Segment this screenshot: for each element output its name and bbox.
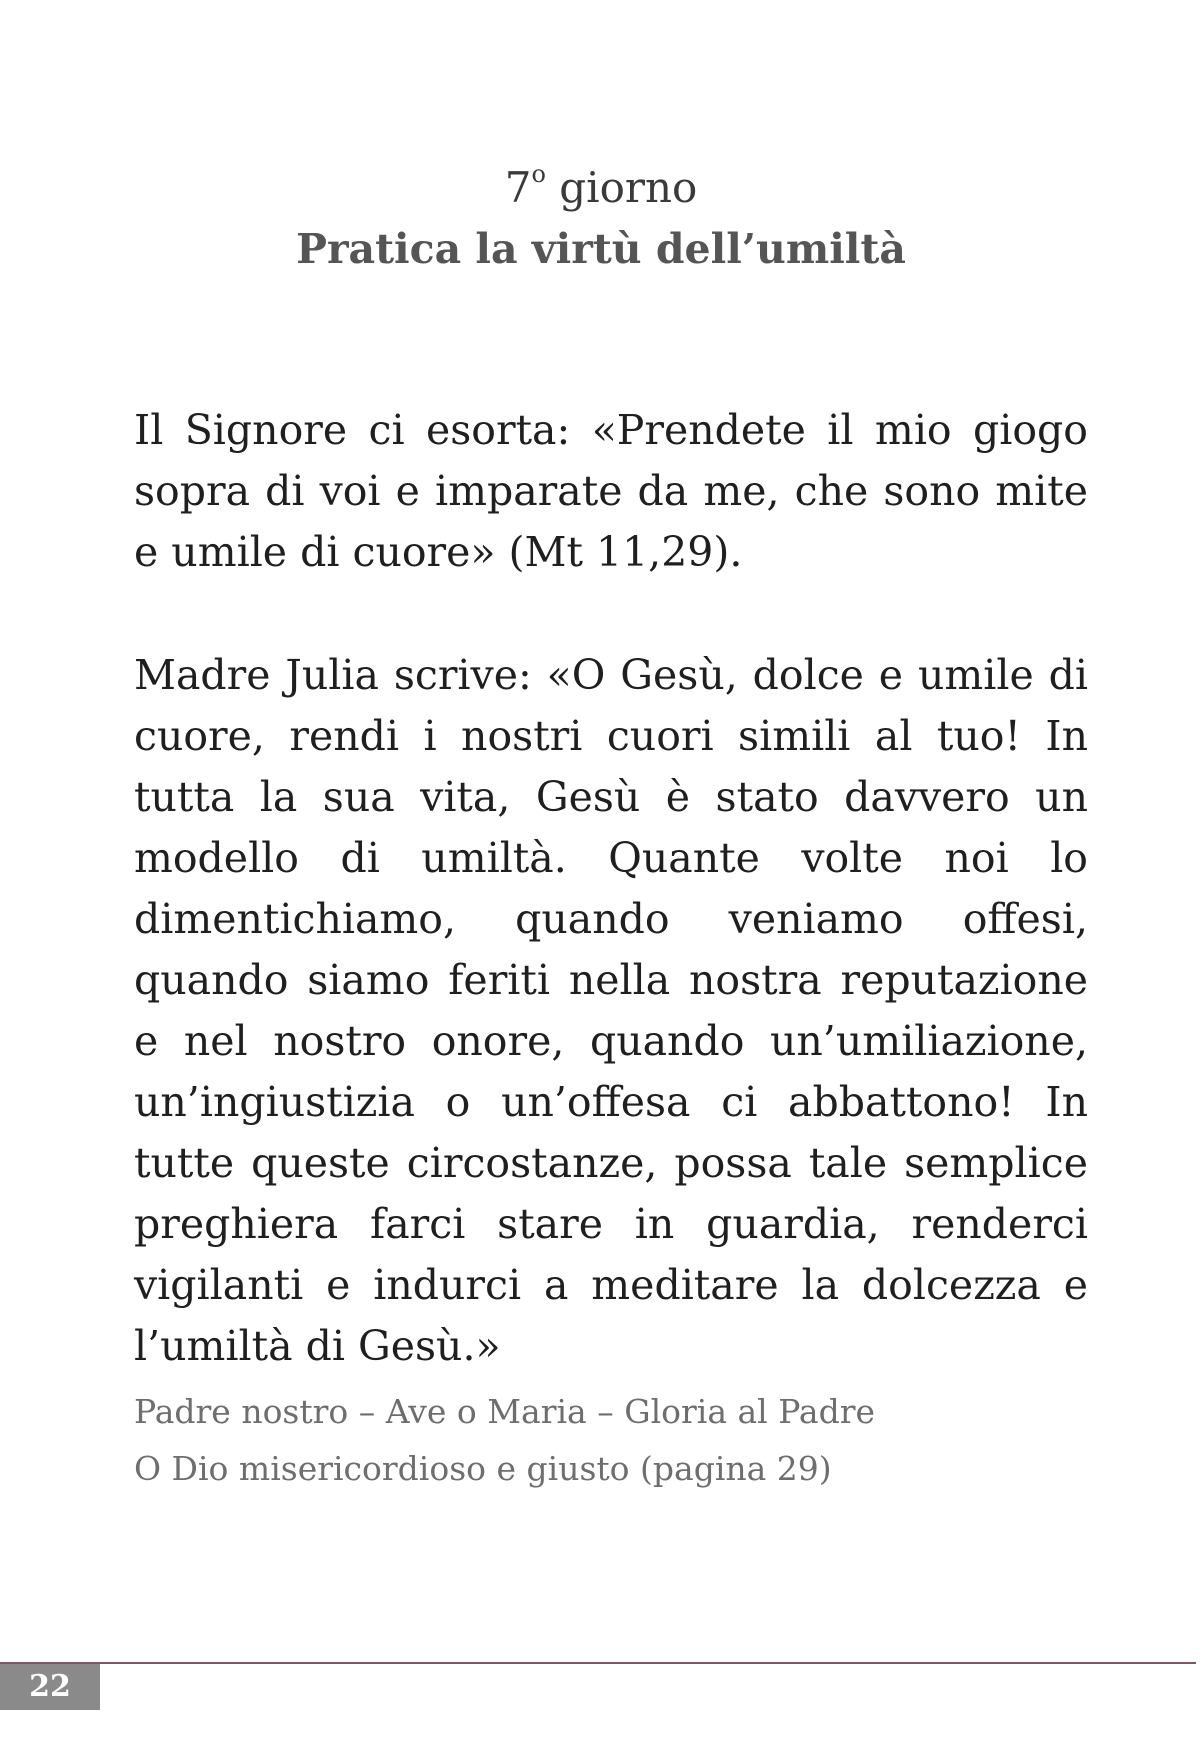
day-word: giorno (545, 163, 698, 212)
day-label (0, 160, 1202, 216)
paragraph-scripture: Il Signore ci esorta: «Prendete il mio giogo sopra di voi e imparate da me, che sono mite e umile di cuore» (Mt 11,29). (134, 406, 1088, 576)
footer-divider (0, 1662, 1196, 1664)
paragraph-madre-julia: Madre Julia scrive: «O Gesù, dolce e umile di cuore, rendi i nostri cuori simili al tuo! In tutta la sua vita, Gesù è stato davvero un modello di umiltà. Quante volte noi lo dimentichiamo, quando veniamo offesi, quando siamo feriti nella nostra reputazione e nel nostro onore, quando un’umiliazione, un’ingiustizia o un’offesa ci abbattono! In tutte queste circostanze, possa tale semplice preghiera farci stare in guardia, renderci vigilanti e indurci a meditare la dolcezza e l’umiltà di Gesù.» (134, 651, 1088, 1370)
prayer-line-1: Padre nostro – Ave o Maria – Gloria al Padre (134, 1392, 876, 1431)
day-ordinal-suffix: o (531, 160, 546, 188)
page-heading (0, 160, 1202, 280)
prayer-line-2: O Dio misericordioso e giusto (pagina 29) (134, 1449, 832, 1488)
page-number-badge: 22 (0, 1664, 100, 1710)
page-title: Pratica la virtù dell’umiltà (296, 225, 906, 273)
prayer-list (134, 1383, 875, 1497)
day-number: 7 (504, 163, 532, 212)
